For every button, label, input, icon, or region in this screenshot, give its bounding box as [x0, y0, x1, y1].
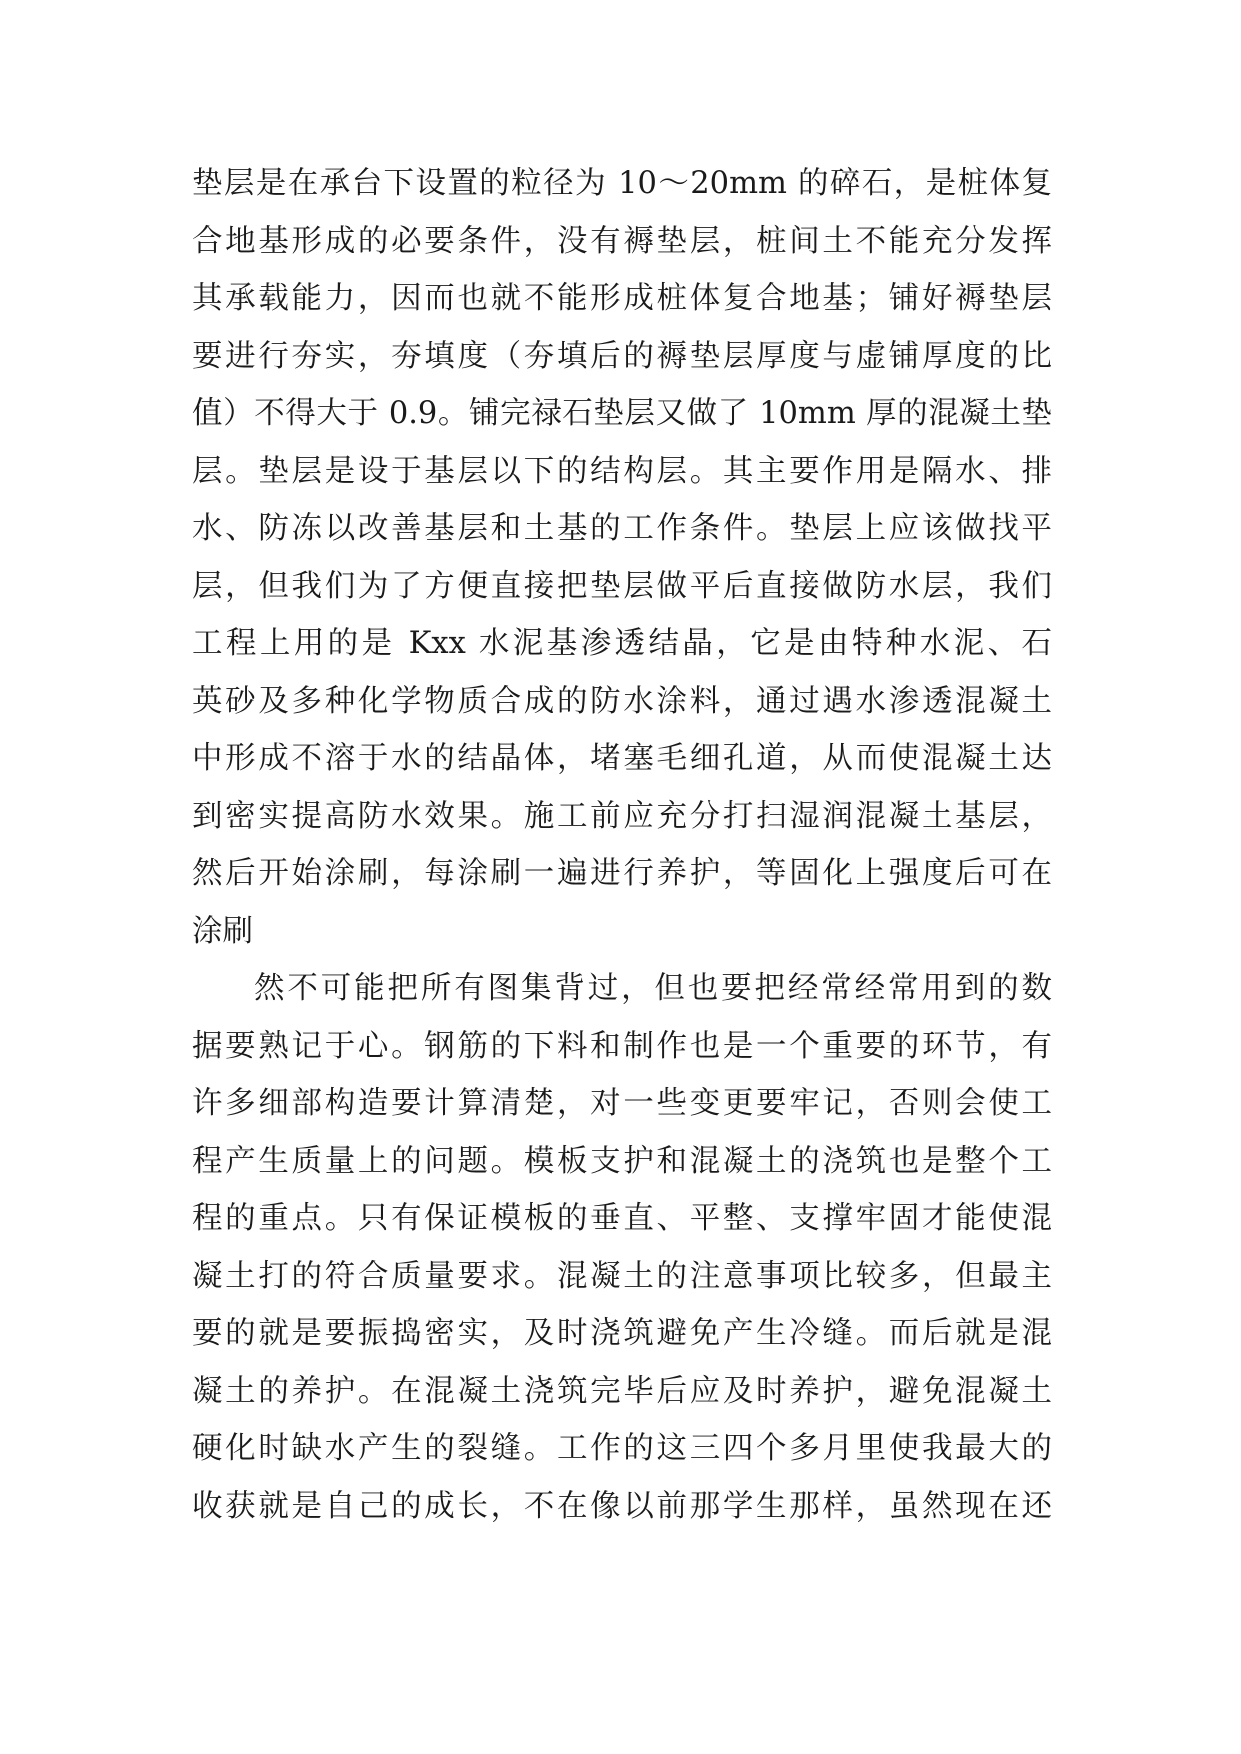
text-line: 层，但我们为了方便直接把垫层做平后直接做防水层，我们 — [192, 568, 1052, 604]
text-line: 合地基形成的必要条件，没有褥垫层，桩间土不能充分发挥 — [192, 223, 1052, 259]
text-line: 然后开始涂刷，每涂刷一遍进行养护，等固化上强度后可在 — [192, 856, 1052, 891]
paragraph-2 — [192, 960, 1052, 1535]
text-line: 水、防冻以改善基层和土基的工作条件。垫层上应该做找平 — [192, 511, 1052, 546]
text-line: 到密实提高防水效果。施工前应充分打扫湿润混凝土基层， — [192, 798, 1052, 834]
paragraph-1 — [192, 155, 1052, 960]
text-line: 许多细部构造要计算清楚，对一些变更要牢记，否则会使工 — [192, 1086, 1052, 1121]
text-line: 英砂及多种化学物质合成的防水涂料，通过遇水渗透混凝土 — [192, 683, 1052, 719]
text-line: 收获就是自己的成长，不在像以前那学生那样，虽然现在还 — [192, 1488, 1052, 1524]
text-line: 其承载能力，因而也就不能形成桩体复合地基；铺好褥垫层 — [192, 281, 1052, 316]
text-line: 值）不得大于 0.9。铺完禄石垫层又做了 10mm 厚的混凝土垫 — [192, 396, 1052, 431]
text-line: 凝土的养护。在混凝土浇筑完毕后应及时养护，避免混凝土 — [192, 1373, 1052, 1409]
text-line: 然不可能把所有图集背过，但也要把经常经常用到的数 — [254, 971, 1052, 1006]
text-line: 硬化时缺水产生的裂缝。工作的这三四个多月里使我最大的 — [192, 1431, 1052, 1466]
text-line: 层。垫层是设于基层以下的结构层。其主要作用是隔水、排 — [192, 453, 1052, 489]
text-line: 要的就是要振捣密实，及时浇筑避免产生冷缝。而后就是混 — [192, 1316, 1052, 1351]
text-line: 凝土打的符合质量要求。混凝土的注意事项比较多，但最主 — [192, 1258, 1052, 1294]
text-line: 涂刷 — [192, 913, 253, 949]
text-line: 程的重点。只有保证模板的垂直、平整、支撑牢固才能使混 — [192, 1201, 1052, 1236]
text-line: 要进行夯实，夯填度（夯填后的褥垫层厚度与虚铺厚度的比 — [192, 338, 1052, 374]
body-text — [192, 155, 1052, 1535]
text-line: 工程上用的是 Kxx 水泥基渗透结晶，它是由特种水泥、石 — [192, 626, 1052, 661]
text-line: 垫层是在承台下设置的粒径为 10～20mm 的碎石，是桩体复 — [192, 166, 1052, 201]
text-line: 据要熟记于心。钢筋的下料和制作也是一个重要的环节，有 — [192, 1028, 1052, 1064]
text-line: 中形成不溶于水的结晶体，堵塞毛细孔道，从而使混凝土达 — [192, 741, 1052, 776]
text-line: 程产生质量上的问题。模板支护和混凝土的浇筑也是整个工 — [192, 1143, 1052, 1179]
